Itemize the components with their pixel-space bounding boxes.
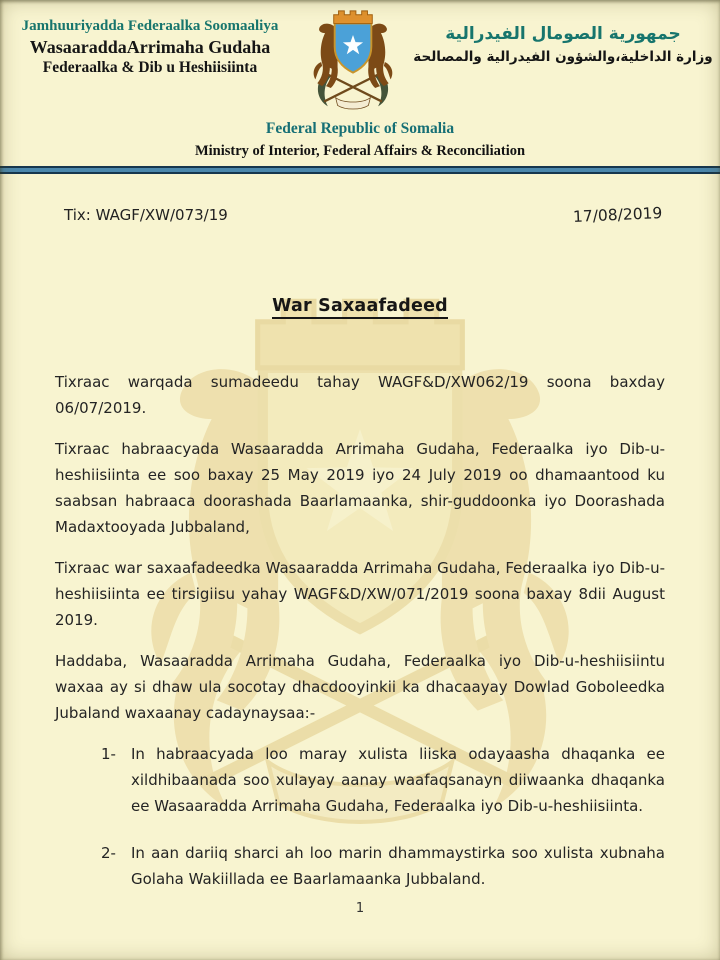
somali-ministry-name: WasaaraddaArrimaha Gudaha xyxy=(29,37,271,57)
reference-row xyxy=(0,174,720,224)
reference-number: Tix: WAGF/XW/073/19 xyxy=(64,206,228,224)
letterhead-divider xyxy=(0,166,720,174)
letterhead-english xyxy=(0,120,720,160)
somalia-coat-of-arms-icon xyxy=(304,8,402,116)
paragraph-4: Haddaba, Wasaaradda Arrimaha Gudaha, Federaalka iyo Dib-u-heshiisiintu waxaa ay si dhaw ula socotay dhacdooyinkii ka dhacaayay Dowlad Goboleedka Jubaland waxaanay cadaynaysaa:- xyxy=(55,652,665,722)
english-country-name: Federal Republic of Somalia xyxy=(265,120,455,137)
document-date: 17/08/2019 xyxy=(572,204,663,226)
paragraph-1: Tixraac warqada sumadeedu tahay WAGF&D/XW062/19 soona baxday 06/07/2019. xyxy=(55,373,665,417)
letterhead-somali xyxy=(6,8,294,78)
document-body xyxy=(0,369,720,892)
list-item-text: In aan dariiq sharci ah loo marin dhammaystirka soo xulista xubnaha Golaha Wakiillada ee Baarlamaanka Jubbaland. xyxy=(131,844,665,888)
letterhead-arabic xyxy=(412,8,714,68)
arabic-country-name: جمهورية الصومال الفيدرالية xyxy=(445,24,681,44)
numbered-list xyxy=(55,741,665,892)
list-item-number: 1- xyxy=(101,745,116,763)
paragraph-3: Tixraac war saxaafadeedka Wasaaradda Arrimaha Gudaha, Federaalka iyo Dib-u-heshiisiinta ee tirsigiisu yahay WAGF&D/XW/071/2019 soona baxay 8dii August 2019. xyxy=(55,559,665,629)
list-item-text: In habraacyada loo maray xulista liiska odayaasha dhaqanka ee xildhibaanada soo xulayay aanay waafaqsanayn diiwaanka dhaqanka ee Wasaaradda Arrimaha Gudaha, Federaalka iyo Dib-u-heshiisiinta. xyxy=(131,745,665,815)
page-number: 1 xyxy=(355,901,365,916)
english-ministry-name: Ministry of Interior, Federal Affairs & Reconciliation xyxy=(194,143,526,159)
paragraph-2: Tixraac habraacyada Wasaaradda Arrimaha Gudaha, Federaalka iyo Dib-u-heshiisiinta ee soo baxay 25 May 2019 iyo 24 July 2019 oo dhamaantood ku saabsan habraaca doorashada Baarlamaanka, shir-guddoonka iyo Doorashada Madaxtooyada Jubbaland, xyxy=(55,440,665,536)
arabic-ministry-name: وزارة الداخلية،والشؤون الفيدرالية والمصالحة xyxy=(413,49,713,65)
list-item xyxy=(101,741,665,819)
document-title: War Saxaafadeed xyxy=(0,296,720,319)
somali-ministry-name-2: Federaalka & Dib u Heshiisiinta xyxy=(42,59,258,76)
somali-country-name: Jamhuuriyadda Federaalka Soomaaliya xyxy=(21,18,279,34)
list-item xyxy=(101,840,665,892)
list-item-number: 2- xyxy=(101,844,116,862)
emblem-container xyxy=(294,8,412,120)
letterhead xyxy=(0,0,720,120)
